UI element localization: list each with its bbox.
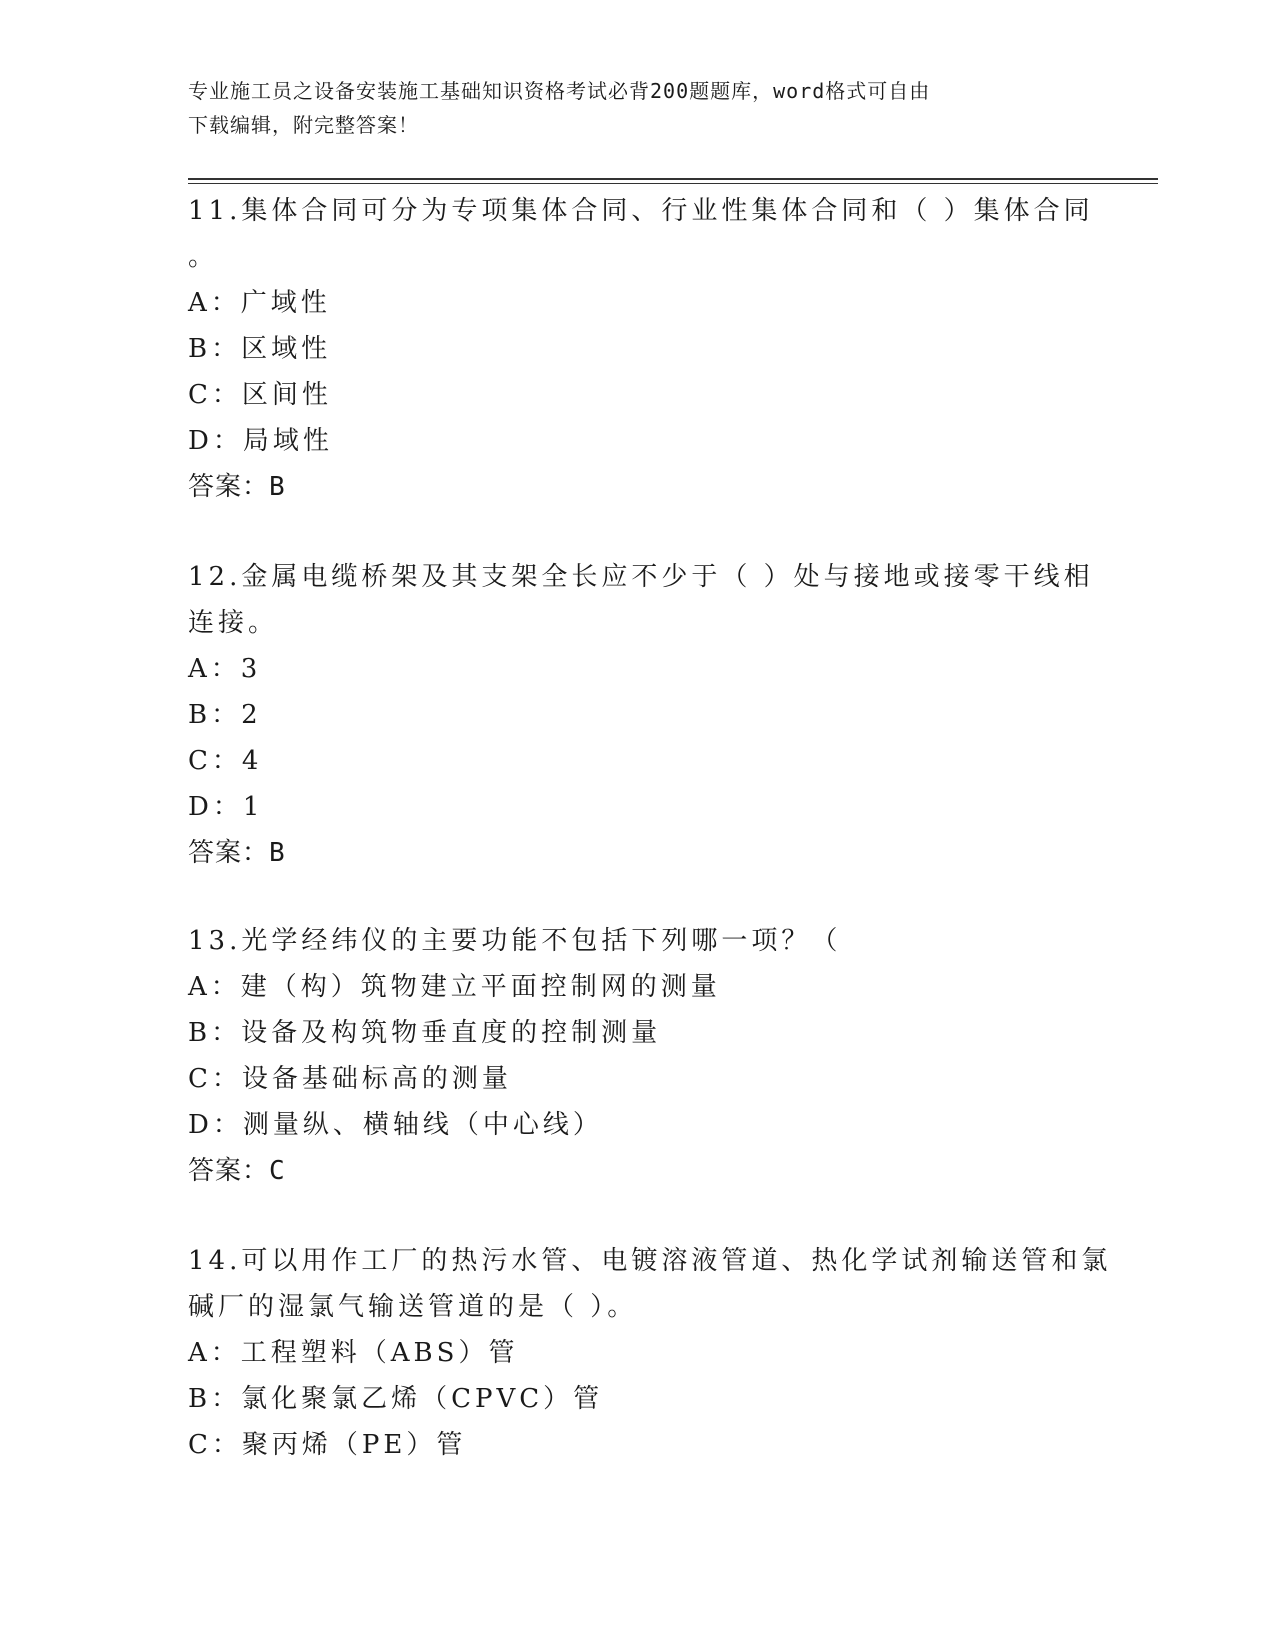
header-rule-thin: [188, 183, 1158, 184]
option-c: C：4: [188, 746, 263, 776]
question-stem-line: 13.光学经纬仪的主要功能不包括下列哪一项？（: [188, 926, 842, 956]
option-d: D：局域性: [188, 426, 333, 456]
option-a: A：建（构）筑物建立平面控制网的测量: [188, 972, 721, 1002]
option-a: A：广域性: [188, 288, 331, 318]
option-c: C：区间性: [188, 380, 332, 410]
question-stem-line: 14.可以用作工厂的热污水管、电镀溶液管道、热化学试剂输送管和氯: [188, 1246, 1112, 1276]
option-a: A：工程塑料（ABS）管: [188, 1338, 519, 1368]
header-rule-thick: [188, 178, 1158, 180]
question-13: [188, 918, 1088, 1194]
option-d: D：1: [188, 792, 264, 822]
question-stem-line: 。: [188, 242, 219, 272]
option-c: C：聚丙烯（PE）管: [188, 1430, 467, 1460]
option-b: B：区域性: [188, 334, 332, 364]
question-stem-line: 连接。: [188, 608, 279, 638]
option-c: C：设备基础标高的测量: [188, 1064, 512, 1094]
question-stem-line: 12.金属电缆桥架及其支架全长应不少于（ ）处与接地或接零干线相: [188, 562, 1094, 592]
option-a: A：3: [188, 654, 262, 684]
document-header: [188, 74, 1088, 142]
question-14: [188, 1238, 1112, 1468]
question-stem-line: 11.集体合同可分为专项集体合同、行业性集体合同和（ ）集体合同: [188, 196, 1094, 226]
option-b: B：2: [188, 700, 262, 730]
option-b: B：氯化聚氯乙烯（CPVC）管: [188, 1384, 604, 1414]
question-stem-line: 碱厂的湿氯气输送管道的是（ ）。: [188, 1292, 638, 1322]
header-line-1: 专业施工员之设备安装施工基础知识资格考试必背200题题库，word格式可自由: [188, 79, 931, 103]
question-12: [188, 554, 1094, 876]
option-b: B：设备及构筑物垂直度的控制测量: [188, 1018, 662, 1048]
answer-line: 答案：B: [188, 838, 286, 868]
header-line-2: 下载编辑，附完整答案！: [188, 113, 419, 137]
answer-line: 答案：C: [188, 1156, 286, 1186]
option-d: D：测量纵、横轴线（中心线）: [188, 1110, 603, 1140]
answer-line: 答案：B: [188, 472, 286, 502]
question-11: [188, 188, 1094, 510]
